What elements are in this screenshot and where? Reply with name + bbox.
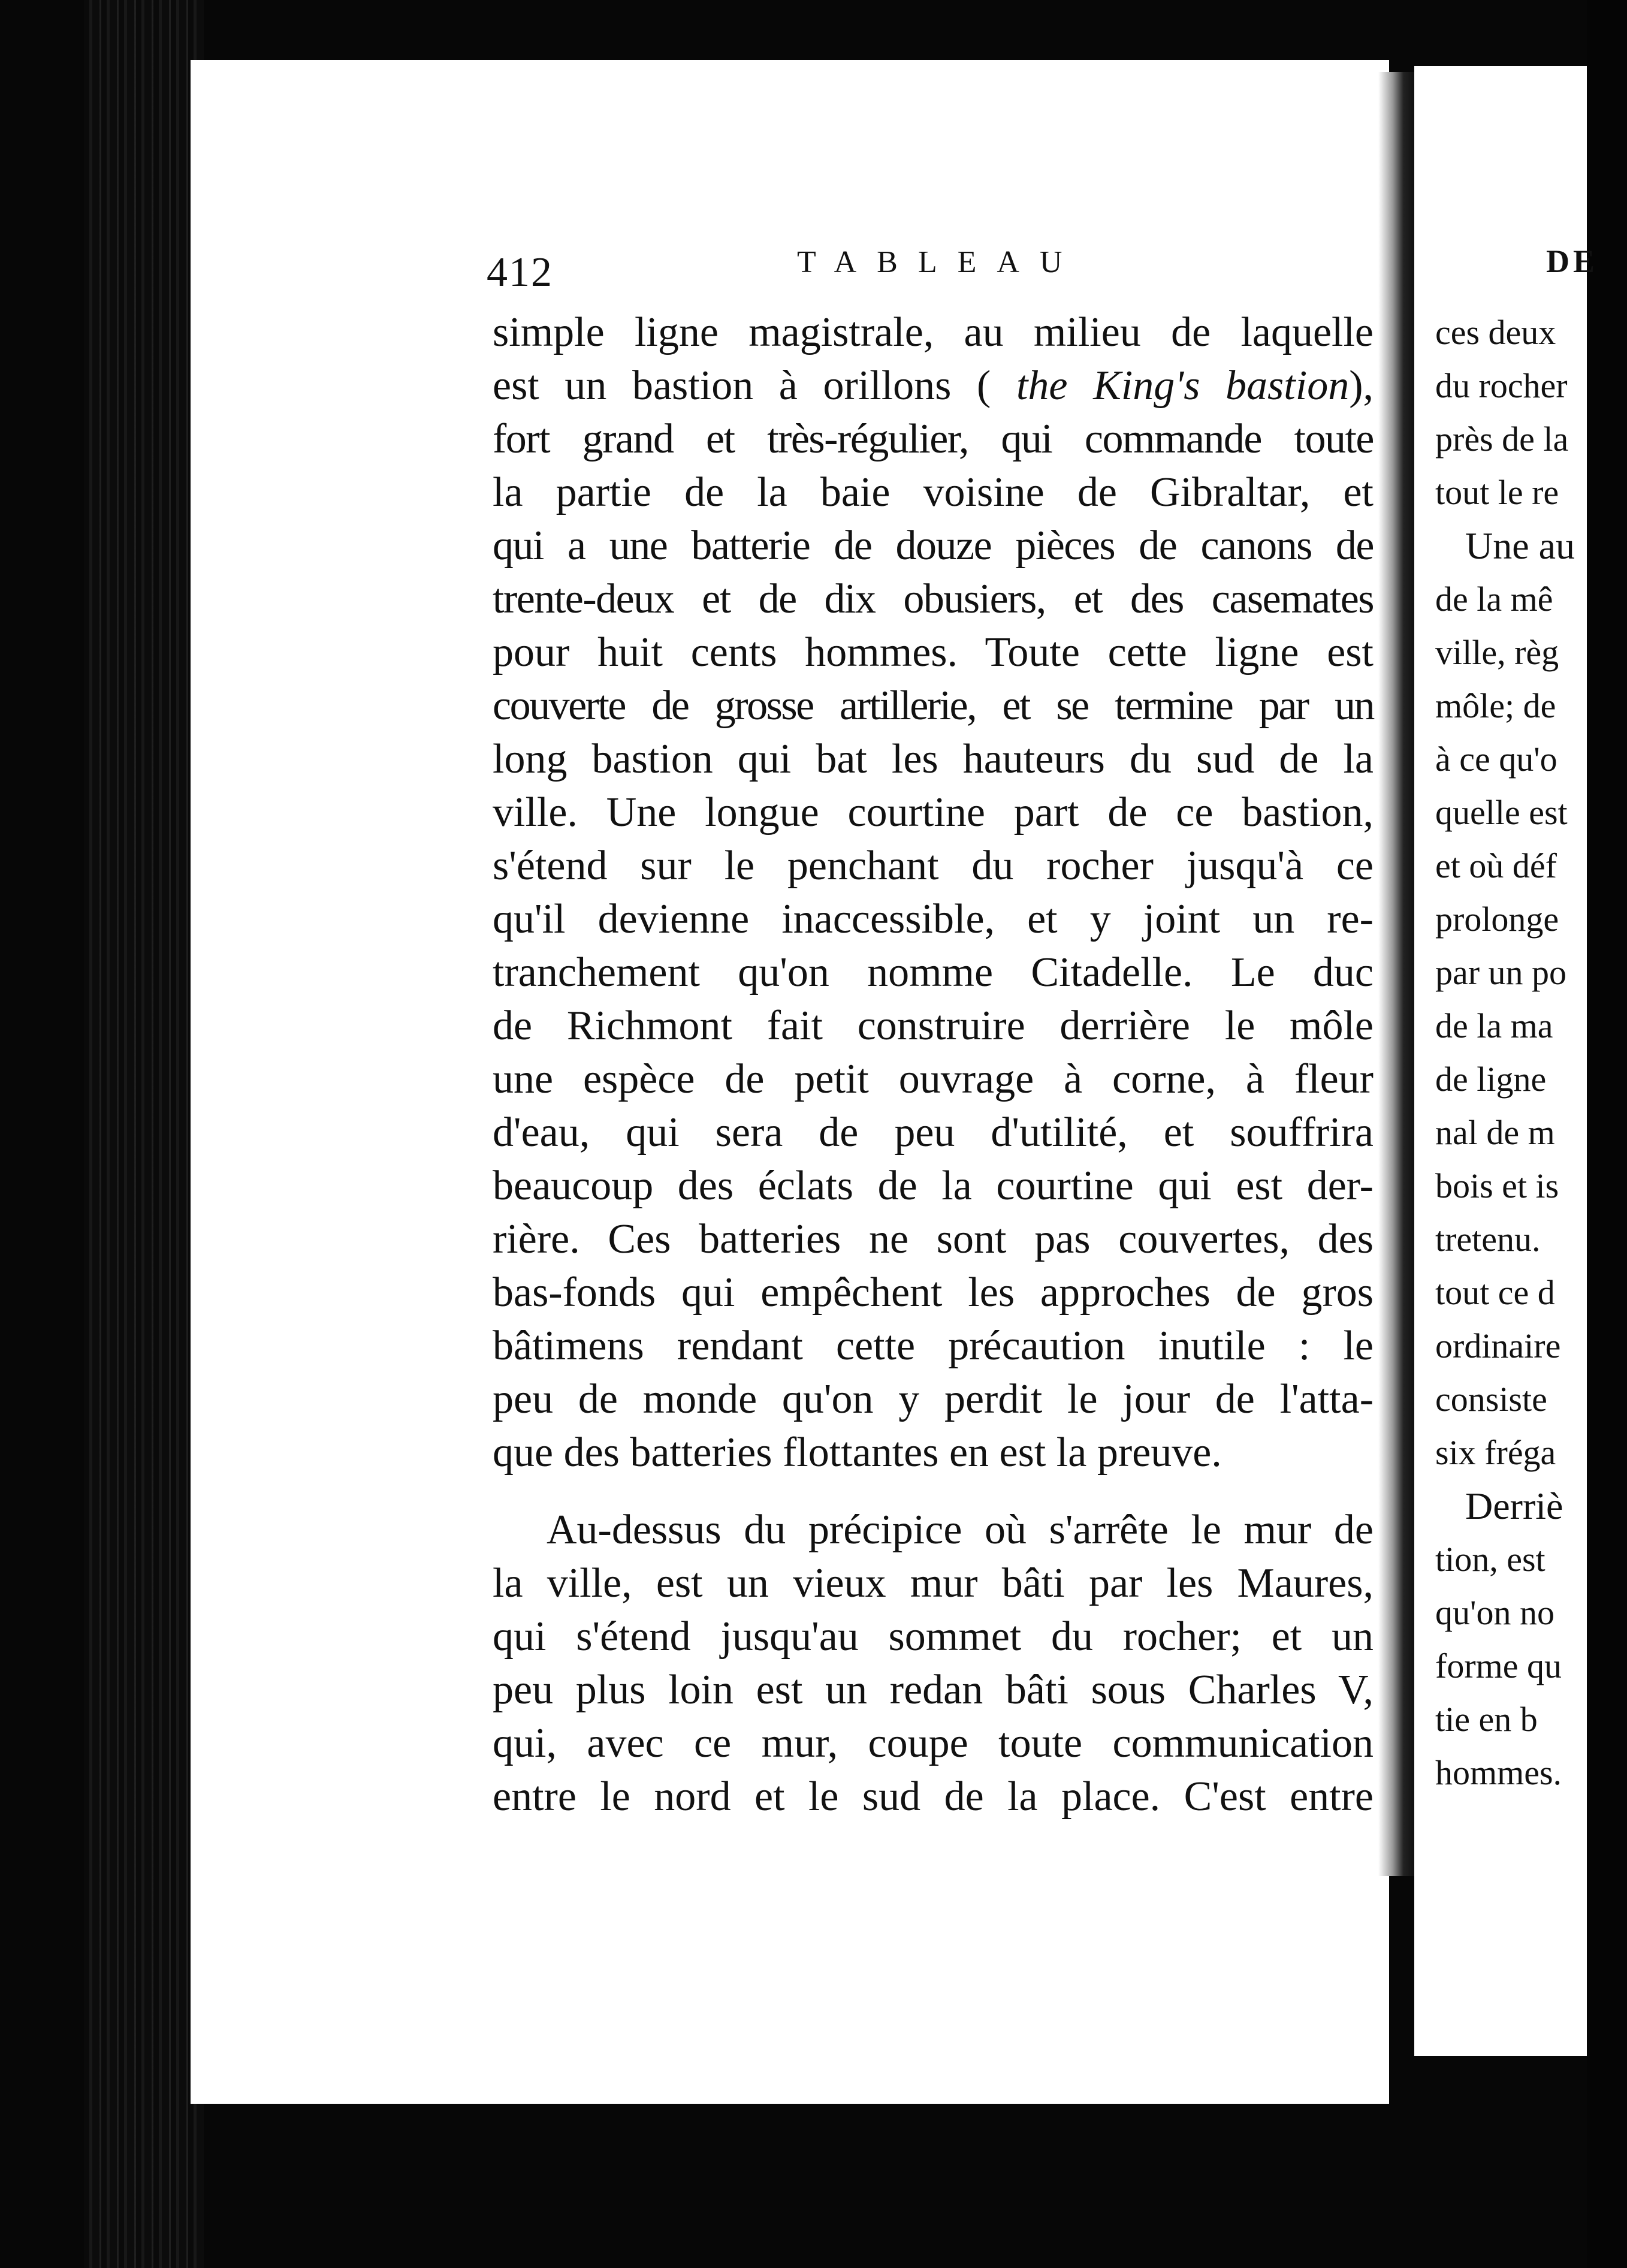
text-line: beaucoup des éclats de la courtine qui est der- — [493, 1163, 1374, 1209]
text-line: ville. Une longue courtine part de ce bastion, — [493, 789, 1374, 836]
facing-running-head: DE — [1546, 243, 1599, 279]
text-line: peu plus loin est un redan bâti sous Charles V, — [493, 1667, 1374, 1713]
facing-line: ordinaire — [1435, 1326, 1561, 1365]
paragraph-gap — [493, 1479, 1374, 1503]
text-line: s'étend sur le penchant du rocher jusqu'à ce — [493, 843, 1374, 889]
text-line: de Richmont fait construire derrière le môle — [493, 1003, 1374, 1049]
text-line: tranchement qu'on nomme Citadelle. Le duc — [493, 949, 1374, 996]
text-line-start: est un bastion à orillons ( — [493, 363, 991, 409]
facing-line: qu'on no — [1435, 1593, 1554, 1632]
facing-line: de la mê — [1435, 580, 1553, 619]
text-line: d'eau, qui sera de peu d'utilité, et souffrira — [493, 1109, 1374, 1156]
text-line: la ville, est un vieux mur bâti par les Maures, — [493, 1560, 1374, 1606]
text-line: simple ligne magistrale, au milieu de laquelle — [493, 309, 1374, 355]
text-line: trente-deux et de dix obusiers, et des casemates — [493, 576, 1374, 622]
facing-line: forme qu — [1435, 1646, 1562, 1685]
text-line: rière. Ces batteries ne sont pas couvertes, des — [493, 1216, 1374, 1262]
facing-line: tout le re — [1435, 473, 1559, 512]
facing-line: à ce qu'o — [1435, 740, 1557, 779]
text-line: bâtimens rendant cette précaution inutile : le — [493, 1323, 1374, 1369]
text-line: long bastion qui bat les hauteurs du sud de la — [493, 736, 1374, 782]
text-line: entre le nord et le sud de la place. C'est entre — [493, 1774, 1374, 1820]
facing-line: de la ma — [1435, 1006, 1553, 1045]
facing-line: de ligne — [1435, 1060, 1547, 1099]
text-line: qui, avec ce mur, coupe toute communication — [493, 1720, 1374, 1766]
text-line: qu'il devienne inaccessible, et y joint un re- — [493, 896, 1374, 942]
facing-line: nal de m — [1435, 1113, 1555, 1152]
text-line: bas-fonds qui empêchent les approches de gros — [493, 1269, 1374, 1316]
facing-line: tie en b — [1435, 1700, 1538, 1739]
facing-line: par un po — [1435, 953, 1567, 992]
text-line: une espèce de petit ouvrage à corne, à fleur — [493, 1056, 1374, 1102]
facing-line: six fréga — [1435, 1433, 1556, 1472]
facing-line: prolonge — [1435, 900, 1559, 939]
text-line: que des batteries flottantes en est la preuve. — [493, 1429, 1222, 1476]
text-line — [493, 359, 1374, 412]
text-line: qui s'étend jusqu'au sommet du rocher; et un — [493, 1613, 1374, 1660]
facing-line: près de la — [1435, 420, 1569, 459]
book-binding-edge — [84, 0, 204, 2268]
text-line: fort grand et très-régulier, qui commande toute — [493, 416, 1374, 462]
facing-line: tretenu. — [1435, 1220, 1541, 1259]
page-gutter — [1378, 72, 1414, 1876]
facing-line: tout ce d — [1435, 1273, 1555, 1312]
page-number: 412 — [487, 249, 553, 295]
italic-phrase: the King's bastion — [1016, 363, 1350, 409]
italic-close: ), — [1349, 363, 1374, 409]
facing-line: du rocher — [1435, 366, 1568, 405]
facing-line: tion, est — [1435, 1540, 1546, 1579]
facing-line: Derriè — [1465, 1485, 1563, 1527]
facing-line: consiste — [1435, 1380, 1547, 1419]
running-title: TABLEAU — [797, 245, 1083, 279]
facing-line: quelle est — [1435, 793, 1568, 832]
facing-line: Une au — [1465, 524, 1575, 567]
text-line: la partie de la baie voisine de Gibraltar, et — [493, 469, 1374, 515]
body-text — [493, 306, 1374, 1823]
text-line: pour huit cents hommes. Toute cette ligne est — [493, 629, 1374, 675]
facing-line: ces deux — [1435, 313, 1556, 352]
facing-line: hommes. — [1435, 1753, 1562, 1792]
facing-line: bois et is — [1435, 1166, 1559, 1205]
facing-line: ville, règ — [1435, 633, 1559, 672]
text-line: couverte de grosse artillerie, et se termine par un — [493, 683, 1374, 729]
facing-line: môle; de — [1435, 686, 1556, 725]
facing-line: et où déf — [1435, 846, 1557, 885]
text-line: peu de monde qu'on y perdit le jour de l'atta- — [493, 1376, 1374, 1422]
text-line: qui a une batterie de douze pièces de canons de — [493, 523, 1374, 569]
text-line: Au-dessus du précipice où s'arrête le mur de — [547, 1507, 1374, 1553]
facing-page-text — [1435, 306, 1627, 1799]
